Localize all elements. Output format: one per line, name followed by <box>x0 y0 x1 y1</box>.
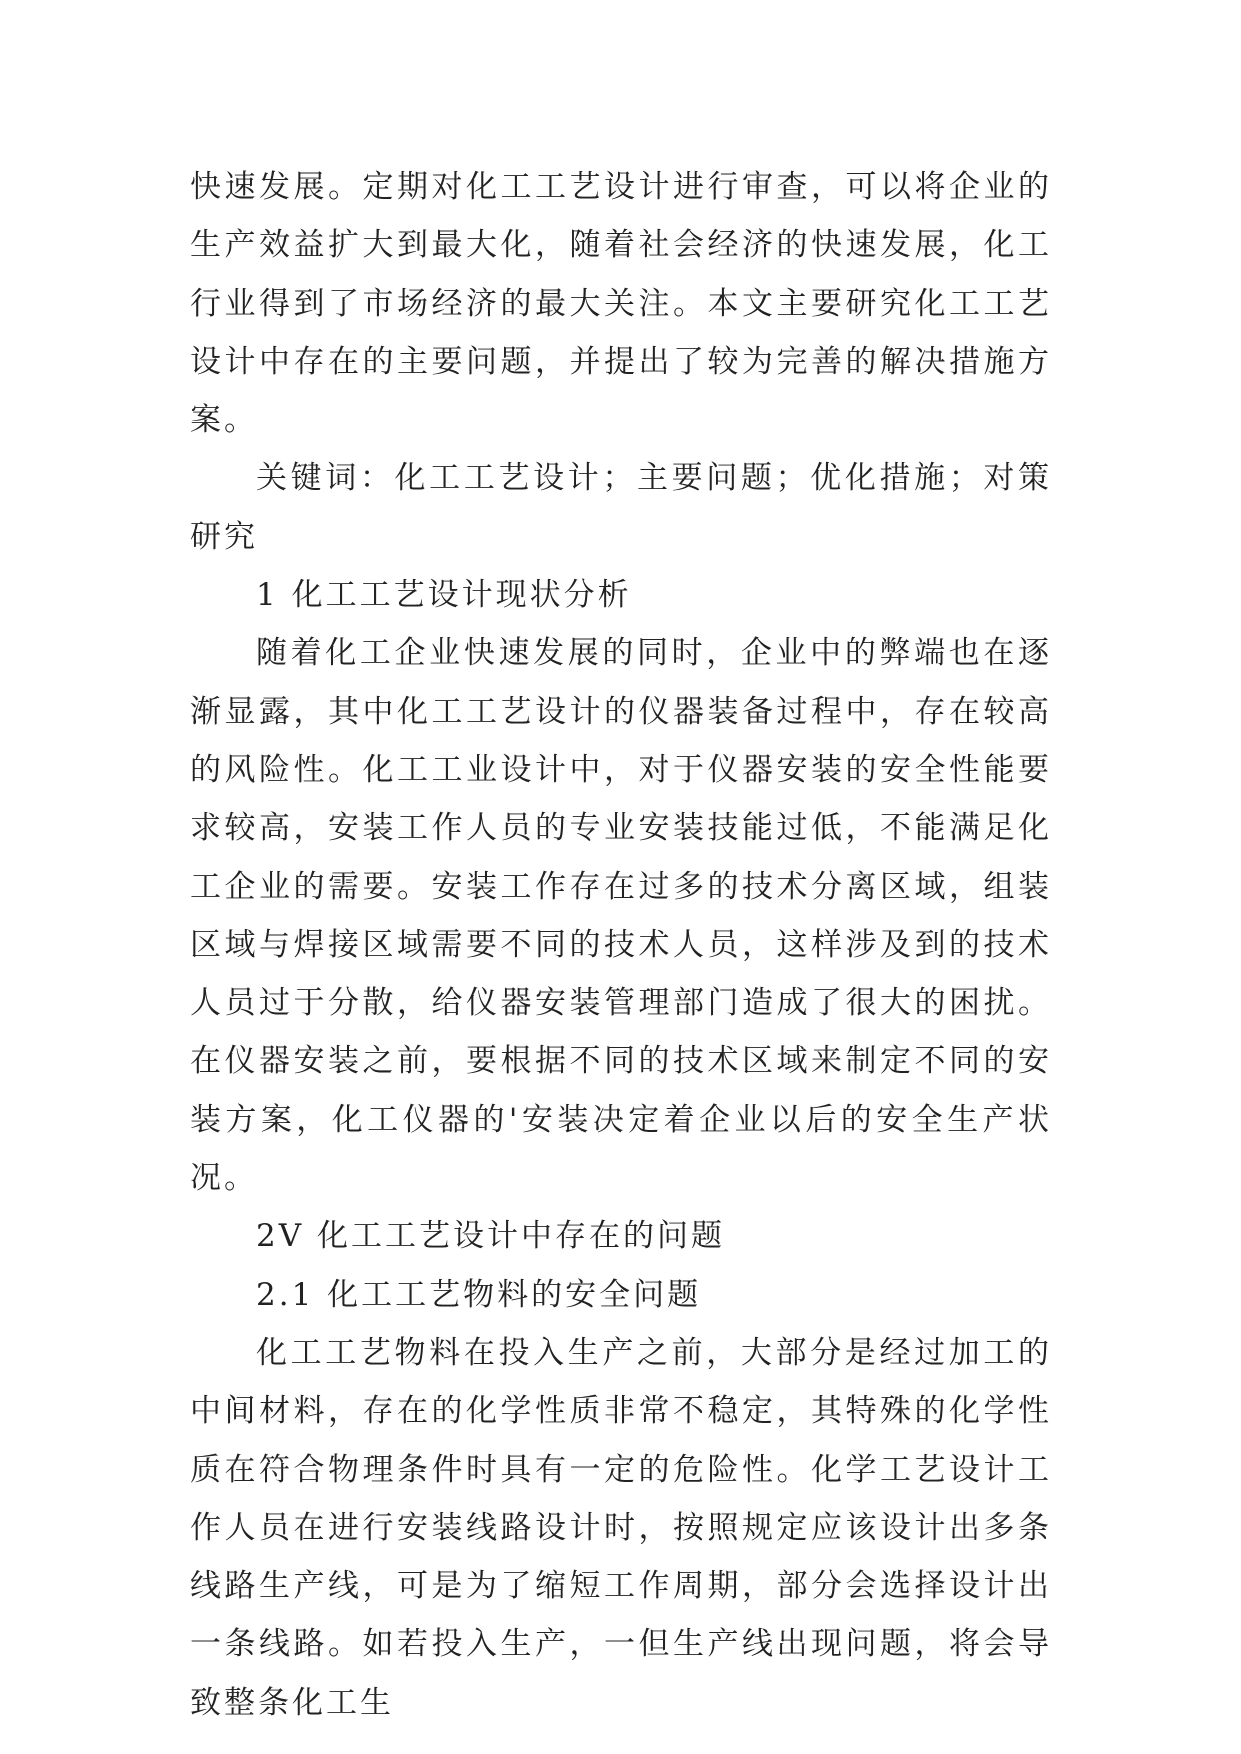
body-text <box>190 158 1052 1732</box>
section-2-1-heading: 2.1 化工工艺物料的安全问题 <box>256 1276 702 1313</box>
section-1-paragraph: 随着化工企业快速发展的同时，企业中的弊端也在逐渐显露，其中化工工艺设计的仪器装备过程中，存在较高的风险性。化工工业设计中，对于仪器安装的安全性能要求较高，安装工作人员的专业安装技能过低，不能满足化工企业的需要。安装工作存在过多的技术分离区域，组装区域与焊接区域需要不同的技术人员，这样涉及到的技术人员过于分散，给仪器安装管理部门造成了很大的困扰。在仪器安装之前，要根据不同的技术区域来制定不同的安装方案，化工仪器的'安装决定着企业以后的安全生产状况。 <box>190 635 1052 1197</box>
section-2-heading: 2V 化工工艺设计中存在的问题 <box>256 1218 725 1255</box>
keywords-paragraph: 关键词：化工工艺设计；主要问题；优化措施；对策研究 <box>190 460 1052 555</box>
section-1-heading: 1 化工工艺设计现状分析 <box>256 577 632 614</box>
abstract-tail-paragraph: 快速发展。定期对化工工艺设计进行审查，可以将企业的生产效益扩大到最大化，随着社会经济的快速发展，化工行业得到了市场经济的最大关注。本文主要研究化工工艺设计中存在的主要问题，并提出了较为完善的解决措施方案。 <box>190 169 1052 439</box>
section-2-1-paragraph: 化工工艺物料在投入生产之前，大部分是经过加工的中间材料，存在的化学性质非常不稳定，其特殊的化学性质在符合物理条件时具有一定的危险性。化学工艺设计工作人员在进行安装线路设计时，按照规定应该设计出多条线路生产线，可是为了缩短工作周期，部分会选择设计出一条线路。如若投入生产，一但生产线出现问题，将会导致整条化工生 <box>190 1334 1052 1721</box>
